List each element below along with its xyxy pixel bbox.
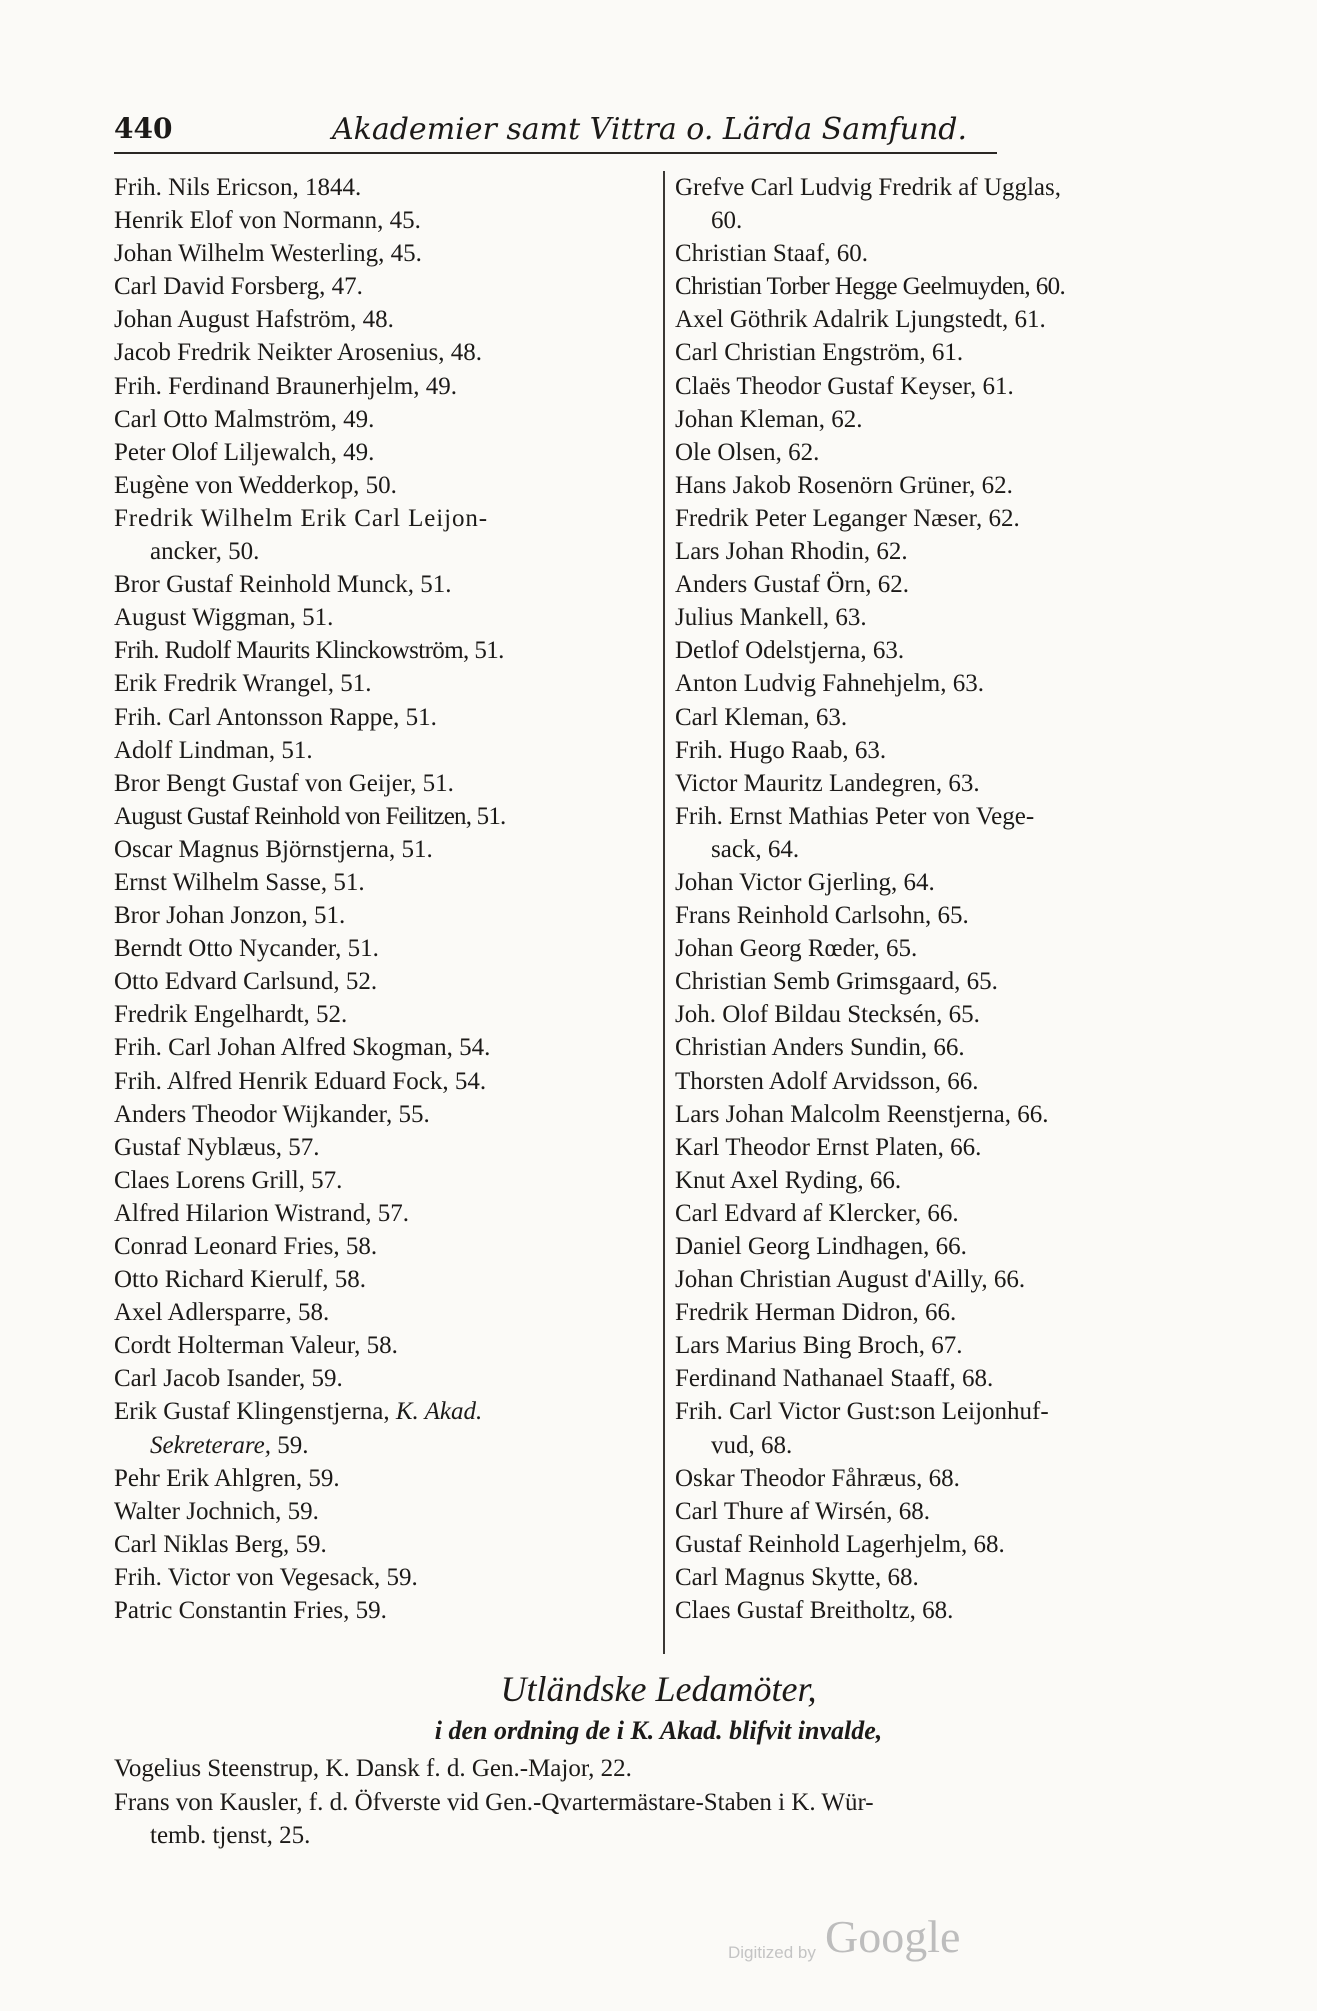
member-entry: Victor Mauritz Landegren, 63. <box>675 769 980 797</box>
member-entry: Christian Semb Grimsgaard, 65. <box>675 968 998 996</box>
member-entry: Frih. Carl Victor Gust:son Leijonhuf- <box>675 1398 1049 1426</box>
member-entry: Carl Edvard af Klercker, 66. <box>675 1199 959 1227</box>
member-entry: Frih. Hugo Raab, 63. <box>675 736 887 764</box>
member-entry: Gustaf Nyblæus, 57. <box>114 1133 320 1161</box>
member-entry: August Wiggman, 51. <box>114 604 334 632</box>
member-entry: Grefve Carl Ludvig Fredrik af Ugglas, <box>675 174 1061 201</box>
member-entry: Fredrik Engelhardt, 52. <box>114 1001 348 1029</box>
member-entry: Daniel Georg Lindhagen, 66. <box>675 1233 967 1260</box>
member-entry: Frih. Victor von Vegesack, 59. <box>114 1563 418 1591</box>
foreign-member-entry: Frans von Kausler, f. d. Öfverste vid Gen.-Qvartermästare-Staben i K. Wür- <box>114 1788 874 1816</box>
member-entry: Johan Wilhelm Westerling, 45. <box>114 240 422 268</box>
right-column <box>675 171 1227 1627</box>
member-entry: Ferdinand Nathanael Staaff, 68. <box>675 1365 994 1393</box>
member-entry: Joh. Olof Bildau Stecksén, 65. <box>675 1001 980 1029</box>
member-entry: Frih. Rudolf Maurits Klinckowström, 51. <box>114 637 504 665</box>
left-column <box>114 171 654 1627</box>
member-entry: Johan Georg Rœder, 65. <box>675 935 918 963</box>
member-entry: Cordt Holterman Valeur, 58. <box>114 1332 398 1360</box>
member-entry: Carl Jacob Isander, 59. <box>114 1365 343 1393</box>
member-entry-continuation: vud, 68. <box>711 1431 793 1459</box>
member-entry: Johan Victor Gjerling, 64. <box>675 868 935 896</box>
member-entry: Frih. Ernst Mathias Peter von Vege- <box>675 802 1035 830</box>
member-entry: Erik Fredrik Wrangel, 51. <box>114 670 372 698</box>
member-entry: Carl David Forsberg, 47. <box>114 273 363 301</box>
member-entry: Oscar Magnus Björnstjerna, 51. <box>114 835 433 863</box>
member-entry: Johan Christian August d'Ailly, 66. <box>675 1266 1026 1294</box>
member-entry: Pehr Erik Ahlgren, 59. <box>114 1464 340 1492</box>
member-entry: Julius Mankell, 63. <box>675 604 867 632</box>
member-entry: Bror Johan Jonzon, 51. <box>114 902 346 930</box>
member-entry: Christian Staaf, 60. <box>675 240 869 268</box>
member-entry: Johan August Hafström, 48. <box>114 306 394 334</box>
member-entry: Frih. Carl Antonsson Rappe, 51. <box>114 703 437 731</box>
member-entry: Carl Otto Malmström, 49. <box>114 405 375 433</box>
member-entry: Axel Adlersparre, 58. <box>114 1299 330 1327</box>
foreign-member-entry-continuation: temb. tjenst, 25. <box>150 1822 311 1849</box>
member-entry: Carl Kleman, 63. <box>675 703 848 731</box>
member-entry: Anders Gustaf Örn, 62. <box>675 571 909 599</box>
member-entry: Eugène von Wedderkop, 50. <box>114 471 397 499</box>
member-entry-continuation: ancker, 50. <box>150 538 260 566</box>
member-entry: Karl Theodor Ernst Platen, 66. <box>675 1133 982 1161</box>
member-entry: Berndt Otto Nycander, 51. <box>114 935 379 963</box>
member-entry: Ernst Wilhelm Sasse, 51. <box>114 868 365 896</box>
member-entry: Conrad Leonard Fries, 58. <box>114 1233 378 1260</box>
member-entry: Frih. Alfred Henrik Eduard Fock, 54. <box>114 1067 487 1095</box>
running-title: Akademier samt Vittra o. Lärda Samfund. <box>332 112 968 147</box>
member-entry-secretary <box>114 1395 654 1428</box>
member-entry: Gustaf Reinhold Lagerhjelm, 68. <box>675 1530 1005 1558</box>
member-entry: Knut Axel Ryding, 66. <box>675 1166 902 1194</box>
member-entry: Alfred Hilarion Wistrand, 57. <box>114 1199 409 1227</box>
member-entry: Otto Edvard Carlsund, 52. <box>114 968 378 996</box>
member-entry: Frih. Nils Ericson, 1844. <box>114 174 362 201</box>
member-entry: Adolf Lindman, 51. <box>114 736 313 764</box>
member-entry: Carl Christian Engström, 61. <box>675 339 964 367</box>
page-header <box>114 110 997 154</box>
column-divider <box>663 171 665 1654</box>
member-entry: Jacob Fredrik Neikter Arosenius, 48. <box>114 339 482 367</box>
member-entry: Carl Thure af Wirsén, 68. <box>675 1497 930 1525</box>
member-entry: Carl Magnus Skytte, 68. <box>675 1563 919 1591</box>
member-entry: Claes Gustaf Breitholtz, 68. <box>675 1597 954 1625</box>
member-entry: Christian Torber Hegge Geelmuyden, 60. <box>675 273 1066 301</box>
member-entry: Detlof Odelstjerna, 63. <box>675 637 905 665</box>
secretary-year: 59. <box>277 1431 309 1459</box>
member-entry: Anton Ludvig Fahnehjelm, 63. <box>675 670 984 698</box>
member-entry: Axel Göthrik Adalrik Ljungstedt, 61. <box>675 306 1046 334</box>
digitized-watermark <box>728 1910 960 1963</box>
secretary-name: Erik Gustaf Klingenstjerna, <box>114 1398 390 1426</box>
foreign-members <box>114 1752 1224 1853</box>
member-entry: Henrik Elof von Normann, 45. <box>114 207 421 235</box>
secretary-title: K. Akad. <box>395 1398 483 1426</box>
member-entry: Otto Richard Kierulf, 58. <box>114 1266 367 1294</box>
member-entry: Claës Theodor Gustaf Keyser, 61. <box>675 372 1014 400</box>
section-title: Utländske Ledamöter, <box>500 1669 817 1709</box>
member-entry-continuation: sack, 64. <box>711 835 800 863</box>
member-entry: Lars Johan Rhodin, 62. <box>675 538 908 566</box>
member-entry: Anders Theodor Wijkander, 55. <box>114 1100 430 1128</box>
member-entry: Fredrik Wilhelm Erik Carl Leijon- <box>114 504 488 532</box>
member-entry: Lars Marius Bing Broch, 67. <box>675 1332 963 1360</box>
member-entry: Christian Anders Sundin, 66. <box>675 1034 965 1062</box>
member-entry: Fredrik Peter Leganger Næser, 62. <box>675 504 1020 532</box>
member-entry-continuation: 60. <box>711 207 743 235</box>
member-entry: Oskar Theodor Fåhræus, 68. <box>675 1464 960 1492</box>
member-entry: Frih. Ferdinand Braunerhjelm, 49. <box>114 372 457 400</box>
page-number: 440 <box>114 112 173 145</box>
member-entry: Frans Reinhold Carlsohn, 65. <box>675 902 969 930</box>
foreign-member-entry: Vogelius Steenstrup, K. Dansk f. d. Gen.-Major, 22. <box>114 1755 632 1782</box>
member-entry: Claes Lorens Grill, 57. <box>114 1166 343 1194</box>
watermark-logo: Google <box>824 1911 961 1962</box>
member-entry: Patric Constantin Fries, 59. <box>114 1597 387 1625</box>
member-entry: Lars Johan Malcolm Reenstjerna, 66. <box>675 1100 1049 1128</box>
section-subtitle: i den ordning de i K. Akad. blifvit invalde, <box>434 1716 883 1745</box>
member-entry: Frih. Carl Johan Alfred Skogman, 54. <box>114 1034 491 1062</box>
member-entry: Thorsten Adolf Arvidsson, 66. <box>675 1067 979 1095</box>
member-entry: Bror Bengt Gustaf von Geijer, 51. <box>114 769 454 797</box>
member-entry-continuation <box>114 1429 654 1462</box>
member-entry: Peter Olof Liljewalch, 49. <box>114 438 375 466</box>
member-entry: Ole Olsen, 62. <box>675 438 820 466</box>
member-entry: Fredrik Herman Didron, 66. <box>675 1299 957 1327</box>
member-entry: Johan Kleman, 62. <box>675 405 863 433</box>
watermark-text: Digitized by <box>728 1943 816 1962</box>
member-entry: Hans Jakob Rosenörn Grüner, 62. <box>675 471 1013 499</box>
member-entry: August Gustaf Reinhold von Feilitzen, 51. <box>114 802 506 830</box>
member-entry: Bror Gustaf Reinhold Munck, 51. <box>114 571 452 599</box>
secretary-title-cont: Sekreterare, <box>150 1431 272 1459</box>
member-entry: Carl Niklas Berg, 59. <box>114 1530 327 1558</box>
member-entry: Walter Jochnich, 59. <box>114 1497 319 1525</box>
